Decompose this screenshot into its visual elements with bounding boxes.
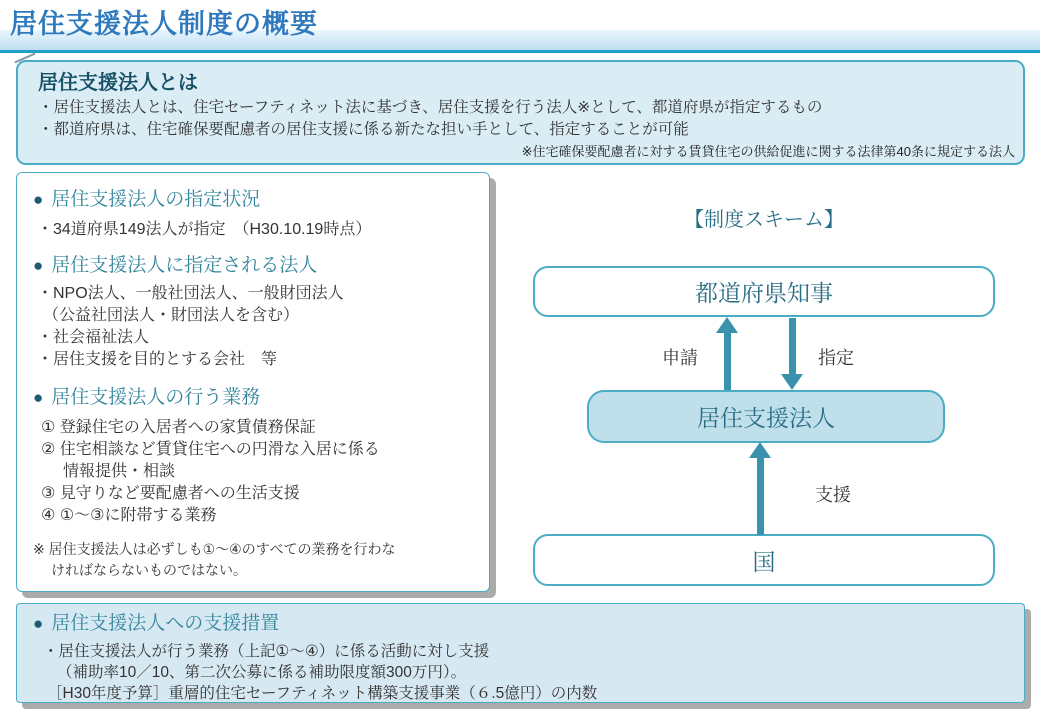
- corporation-box: 居住支援法人: [587, 390, 945, 443]
- overview-panel: [16, 172, 490, 592]
- nation-box: 国: [533, 534, 995, 586]
- about-box: [16, 60, 1025, 165]
- designate-down-arrow-icon: [781, 374, 803, 390]
- title-underline: [0, 50, 1040, 53]
- bullet-icon: ●: [33, 388, 44, 407]
- support-measures-heading: [33, 611, 1014, 637]
- apply-label: 申請: [662, 348, 698, 368]
- support-measure-line: （補助率10／10、第二次公募に係る補助限度額300万円）。: [57, 664, 467, 681]
- business-activity-item-continuation: 情報提供・相談: [63, 463, 176, 480]
- about-bullet: ・都道府県は、住宅確保要配慮者の居住支援に係る新たな担い手として、指定することが可能: [38, 121, 689, 138]
- eligible-corporation-line: ・居住支援を目的とする会社 等: [37, 351, 278, 368]
- bullet-icon: ●: [33, 614, 44, 633]
- business-activity-item: ② 住宅相談など賃貸住宅への円滑な入居に係る: [41, 441, 380, 458]
- apply-up-arrow-icon: [724, 331, 731, 390]
- section-eligible-corporations-heading: [33, 253, 479, 279]
- designate-label: 指定: [818, 348, 854, 368]
- business-activity-item: ④ ①～③に附帯する業務: [41, 507, 217, 524]
- about-bullet: ・居住支援法人とは、住宅セーフティネット法に基づき、居住支援を行う法人※として、都道府県が指定するもの: [38, 99, 823, 116]
- section-business-activities-heading: [33, 385, 479, 411]
- section-heading-label: 居住支援法人への支援措置: [51, 613, 280, 634]
- eligible-corporation-line: ・NPO法人、一般社団法人、一般財団法人: [37, 285, 344, 302]
- support-measure-line: ・居住支援法人が行う業務（上記①～④）に係る活動に対し支援: [43, 643, 490, 660]
- governor-box: 都道府県知事: [533, 266, 995, 317]
- support-up-arrow-icon: [757, 456, 764, 535]
- business-activity-item: ① 登録住宅の入居者への家賃債務保証: [41, 419, 316, 436]
- designation-status-line: ・34道府県149法人が指定 （H30.10.19時点）: [37, 221, 372, 238]
- section-heading-label: 居住支援法人の行う業務: [51, 387, 261, 408]
- eligible-corporation-line: （公益社団法人・財団法人を含む）: [43, 307, 300, 324]
- about-heading: 居住支援法人とは: [38, 72, 198, 94]
- about-footnote: ※住宅確保要配慮者に対する賃貸住宅の供給促進に関する法律第40条に規定する法人: [521, 144, 1015, 159]
- page-title: 居住支援法人制度の概要: [10, 9, 318, 39]
- panel-footnote-line: ※ 居住支援法人は必ずしも①～④のすべての業務を行わな: [33, 541, 396, 557]
- section-heading-label: 居住支援法人に指定される法人: [51, 255, 318, 276]
- section-heading-label: 居住支援法人の指定状況: [51, 189, 261, 210]
- designate-down-arrow-icon: [789, 318, 796, 376]
- scheme-title: 【制度スキーム】: [684, 209, 844, 231]
- bullet-icon: ●: [33, 256, 44, 275]
- support-measure-line: ［H30年度予算］重層的住宅セーフティネット構築支援事業（６.5億円）の内数: [47, 685, 598, 702]
- support-measures-box: [16, 603, 1025, 703]
- bullet-icon: ●: [33, 190, 44, 209]
- business-activity-item: ③ 見守りなど要配慮者への生活支援: [41, 485, 300, 502]
- panel-footnote-line: ければならないものではない。: [51, 562, 247, 578]
- section-designation-status-heading: [33, 187, 479, 213]
- support-label: 支援: [815, 485, 851, 505]
- eligible-corporation-line: ・社会福祉法人: [37, 329, 150, 346]
- panel-footnote: [33, 539, 479, 581]
